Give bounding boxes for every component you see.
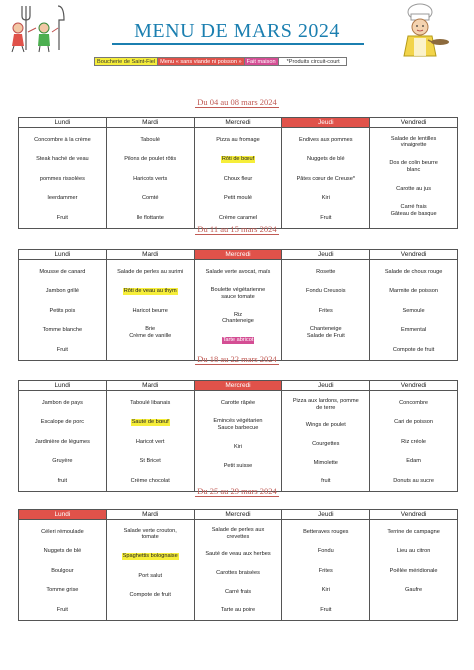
dish-label: Frites [318, 567, 333, 574]
dish-label: Rosette [316, 268, 336, 275]
dish-item [109, 586, 192, 606]
dish-item [197, 169, 280, 189]
table-header-row [19, 250, 458, 260]
dish-item [109, 169, 192, 189]
dish-label: fruit [57, 477, 68, 484]
dish-label: Jardinière de légumes [34, 438, 90, 445]
dish-item [284, 600, 367, 620]
week-title [0, 354, 474, 365]
day-cell-jeudi [282, 128, 370, 229]
dish-label: Taboulé [140, 136, 160, 143]
dish-label: Fruit [56, 346, 68, 353]
dish-label: Petit suisse [223, 463, 253, 470]
dish-item [372, 199, 455, 224]
dish-label: Dos de colin beurre blanc [389, 160, 438, 173]
dish-item [284, 321, 367, 346]
legend-local-products: *Produits circuit-court [279, 58, 346, 65]
dish-item [197, 262, 280, 282]
dish-label: St Bricet [139, 458, 161, 465]
dish-label: Tarte au poire [220, 607, 256, 614]
day-header-vendredi: Vendredi [370, 118, 458, 128]
day-header-jeudi: Jeudi [282, 510, 370, 520]
dish-label: Brie Crème de vanille [129, 326, 172, 340]
dish-label: Compote de fruit [392, 346, 435, 353]
dish-label: Comté [141, 195, 159, 202]
dish-item [197, 130, 280, 150]
dish-label: Nuggets de blé [43, 548, 82, 555]
dish-item [109, 282, 192, 302]
dish-item [109, 150, 192, 170]
dish-list [109, 393, 192, 491]
dish-label: Petits pois [49, 307, 76, 314]
dish-label: Courgettes [312, 441, 340, 448]
dish-label: Taboulé libanais [130, 399, 171, 406]
dish-item [197, 522, 280, 545]
dish-item [109, 432, 192, 452]
dish-item [284, 189, 367, 209]
week-title [0, 97, 474, 108]
day-header-mardi: Mardi [106, 381, 194, 391]
dish-item [109, 189, 192, 209]
legend-homemade: Fait maison [245, 58, 279, 65]
dish-item [197, 189, 280, 209]
dish-list [109, 130, 192, 228]
dish-label: Haricot vert [135, 438, 165, 445]
dish-list [372, 130, 455, 228]
page-title: MENU DE MARS 2024 [134, 20, 340, 42]
day-cell-mardi [106, 128, 194, 229]
table-row [19, 520, 458, 621]
dish-item [21, 301, 104, 321]
day-cell-lundi [19, 520, 107, 621]
dish-item [109, 547, 192, 567]
dish-label: fruit [321, 478, 331, 485]
dish-list [21, 393, 104, 491]
dish-label: Crème chocolat [130, 477, 170, 484]
dish-label: Ile flottante [136, 214, 164, 221]
dish-list [372, 393, 455, 491]
dish-label: Compote de fruit [129, 592, 171, 599]
dish-label: Jambon grillé [45, 288, 80, 295]
day-header-mercredi: Mercredi [194, 510, 282, 520]
dish-label: Frites [318, 307, 333, 314]
day-cell-mercredi [194, 260, 282, 361]
dish-label: Ieerdammer [47, 195, 78, 202]
dish-label: Emmental [401, 327, 427, 334]
dish-item [284, 262, 367, 282]
dish-item [372, 542, 455, 562]
dish-label: Salade de lentilles vinaigrette [390, 135, 437, 149]
dish-label: Carré frais [224, 588, 252, 595]
dish-item [197, 413, 280, 438]
dish-list [109, 522, 192, 620]
dish-label: Mousse de canard [39, 268, 86, 275]
dish-item [197, 545, 280, 564]
dish-item [21, 581, 104, 601]
dish-item [197, 457, 280, 477]
dish-item [197, 306, 280, 331]
week-menu-table [18, 380, 458, 492]
day-cell-vendredi [370, 520, 458, 621]
dish-item [197, 583, 280, 602]
table-row [19, 260, 458, 361]
dish-item [284, 282, 367, 302]
dish-list [197, 393, 280, 491]
dish-list [284, 522, 367, 620]
day-header-vendredi: Vendredi [370, 510, 458, 520]
dish-label: Terrine de campagne [387, 528, 440, 535]
dish-label: Carré frais Gâteau de basque [390, 204, 437, 217]
dish-item [21, 169, 104, 189]
dish-label: Cari de poisson [394, 419, 434, 426]
title-underline [112, 43, 364, 45]
dish-item [372, 155, 455, 180]
day-cell-mardi [106, 520, 194, 621]
dish-item [284, 454, 367, 473]
dish-item [372, 393, 455, 413]
dish-label: Concombre [399, 399, 429, 406]
day-header-lundi: Lundi [19, 510, 107, 520]
dish-label: Kiri [321, 195, 330, 202]
dish-item [372, 522, 455, 542]
dish-label: Carotte au jus [396, 185, 431, 192]
dish-list [21, 262, 104, 360]
dish-label: Jambon de pays [41, 399, 83, 406]
dish-label: Emincés végétarien Sauce barbecue [213, 418, 263, 431]
dish-label: Kiri [321, 587, 330, 594]
day-header-vendredi: Vendredi [370, 381, 458, 391]
week-title [0, 224, 474, 235]
dish-list [284, 262, 367, 360]
dish-label: Salade de perles aux crevettes [211, 527, 265, 540]
dish-list [21, 522, 104, 620]
day-cell-vendredi [370, 260, 458, 361]
dish-label: pommes rissolées [39, 175, 85, 182]
day-header-lundi: Lundi [19, 381, 107, 391]
dish-label: Salade verte avocat, maïs [205, 268, 271, 275]
dish-label: Pilons de poulet rôtis [124, 156, 177, 163]
day-cell-mardi [106, 391, 194, 492]
day-header-lundi: Lundi [19, 118, 107, 128]
dish-list [372, 522, 455, 620]
dish-item [21, 452, 104, 472]
dish-item [197, 601, 280, 620]
dish-item [197, 564, 280, 583]
dish-label: Salade verte crouton, tomate [123, 527, 177, 541]
dish-item [109, 262, 192, 282]
dish-label: Poêlée méridionale [389, 567, 438, 574]
dish-item [372, 179, 455, 199]
dish-list [197, 130, 280, 228]
dish-item [284, 130, 367, 150]
dish-label: Betteraves rouges [303, 528, 349, 535]
day-header-jeudi: Jeudi [282, 118, 370, 128]
day-header-mercredi: Mercredi [194, 250, 282, 260]
dish-item [21, 321, 104, 341]
dish-item [284, 301, 367, 321]
dish-item [21, 282, 104, 302]
dish-label: Tomme blanche [42, 327, 83, 334]
week-menu-table [18, 249, 458, 361]
dish-label: Pizza aux lardons, pomme de terre [292, 398, 359, 411]
week-title-text: Du 04 au 08 mars 2024 [197, 97, 277, 107]
day-cell-mercredi [194, 391, 282, 492]
dish-label: Boulgour [51, 567, 74, 574]
week-title-text: Du 18 au 22 mars 2024 [197, 354, 277, 364]
dish-item [284, 169, 367, 189]
dish-label: Endives aux pommes [299, 136, 353, 143]
day-header-vendredi: Vendredi [370, 250, 458, 260]
legend-boucherie: Boucherie de Saint-Fiel [95, 58, 158, 65]
dish-list [197, 262, 280, 360]
week-title-text: Du 11 au 15 mars 2024 [197, 224, 277, 234]
dish-label: Escalope de porc [40, 419, 85, 426]
dish-item [284, 393, 367, 416]
dish-item [372, 130, 455, 155]
dish-item [21, 150, 104, 170]
dish-item [197, 437, 280, 457]
dish-item [372, 432, 455, 452]
dish-item [21, 432, 104, 452]
table-header-row [19, 381, 458, 391]
day-header-mardi: Mardi [106, 250, 194, 260]
legend [94, 57, 347, 66]
dish-list [372, 262, 455, 360]
dish-item [372, 301, 455, 321]
dish-item [109, 452, 192, 472]
dish-label: Mimolette [313, 459, 338, 466]
day-cell-mercredi [194, 520, 282, 621]
dish-label: Carotte râpée [220, 399, 256, 406]
dish-label: Fruit [56, 606, 68, 613]
day-cell-mardi [106, 260, 194, 361]
day-header-mardi: Mardi [106, 118, 194, 128]
day-cell-vendredi [370, 391, 458, 492]
dish-label: Sauté de bœuf [131, 419, 169, 426]
dish-item [197, 282, 280, 307]
dish-item [109, 393, 192, 413]
dish-item [21, 600, 104, 620]
legend-vegetarian: Menu « sans viande ni poisson » [158, 58, 244, 65]
dish-label: Pâtes cœur de Creuse* [296, 175, 356, 182]
dish-label: Spaghettis bolognaise [122, 553, 178, 559]
dish-label: Sauté de veau aux herbes [205, 551, 271, 558]
dish-label: Rôti de bœuf [221, 156, 255, 163]
dish-label: Fondu Creusois [306, 288, 346, 295]
dish-item [284, 581, 367, 601]
day-cell-lundi [19, 391, 107, 492]
dish-item [197, 331, 280, 351]
dish-label: Wings de poulet [305, 422, 346, 429]
day-cell-lundi [19, 128, 107, 229]
dish-list [284, 393, 367, 491]
day-header-mercredi: Mercredi [194, 118, 282, 128]
dish-label: Port salut [138, 572, 163, 579]
day-cell-jeudi [282, 260, 370, 361]
dish-item [197, 393, 280, 413]
day-cell-jeudi [282, 391, 370, 492]
week-menu-table [18, 117, 458, 229]
dish-item [284, 435, 367, 454]
dish-item [109, 522, 192, 547]
dish-label: Fondu [317, 548, 334, 555]
day-header-mercredi: Mercredi [194, 381, 282, 391]
dish-item [21, 522, 104, 542]
dish-item [284, 542, 367, 562]
dish-label: Crème caramel [218, 214, 258, 221]
dish-item [21, 561, 104, 581]
day-cell-vendredi [370, 128, 458, 229]
dish-item [372, 282, 455, 302]
dish-label: Fruit [320, 606, 332, 613]
dish-label: Nuggets de blé [306, 156, 345, 163]
dish-label: Concombre à la crème [34, 136, 91, 143]
dish-item [372, 561, 455, 581]
dish-label: Steak haché de veau [36, 156, 89, 163]
table-row [19, 391, 458, 492]
dish-label: Tomme grise [46, 587, 79, 594]
dish-item [372, 581, 455, 601]
dish-label: Riz créole [401, 438, 427, 445]
dish-label: Tarte abricot [222, 337, 254, 344]
table-header-row [19, 510, 458, 520]
day-header-jeudi: Jeudi [282, 250, 370, 260]
dish-label: Rôti de veau au thym [123, 288, 177, 295]
dish-label: Riz Chanteneige [222, 311, 254, 325]
dish-item [372, 413, 455, 433]
day-header-mardi: Mardi [106, 510, 194, 520]
dish-label: Semoule [402, 307, 425, 314]
dish-item [284, 416, 367, 435]
dish-label: Haricot beurre [132, 307, 168, 314]
dish-item [109, 566, 192, 586]
dish-item [21, 393, 104, 413]
dish-label: Pizza au fromage [216, 136, 260, 143]
dish-label: Marmite de poisson [389, 288, 438, 295]
dish-item [284, 561, 367, 581]
dish-label: Petit moulé [224, 195, 252, 202]
dish-label: Edam [406, 458, 421, 465]
dish-label: Chanteneige Salade de Fruit [306, 326, 345, 340]
table-row [19, 128, 458, 229]
table-header-row [19, 118, 458, 128]
dish-item [109, 321, 192, 346]
dish-label: Gruyère [52, 458, 73, 465]
dish-label: Kiri [233, 443, 243, 450]
day-cell-lundi [19, 260, 107, 361]
week-title-text: Du 25 au 29 mars 2024 [197, 486, 277, 496]
dish-label: Gaufre [405, 587, 423, 594]
dish-item [284, 150, 367, 170]
dish-label: Carottes braisées [216, 570, 260, 577]
dish-item [372, 321, 455, 341]
dish-item [109, 413, 192, 433]
dish-label: Céleri rémoulade [41, 528, 84, 535]
dish-list [197, 522, 280, 620]
dish-label: Lieu au citron [396, 548, 431, 555]
dish-item [109, 130, 192, 150]
day-cell-jeudi [282, 520, 370, 621]
dish-item [197, 150, 280, 170]
dish-item [21, 413, 104, 433]
dish-label: Donuts au sucre [393, 477, 434, 484]
dish-label: Salade de choux rouge [384, 268, 443, 275]
dish-item [372, 262, 455, 282]
dish-label: Fruit [56, 214, 68, 221]
day-cell-mercredi [194, 128, 282, 229]
dish-label: Haricots verts [133, 175, 168, 182]
dish-item [21, 542, 104, 562]
dish-item [21, 189, 104, 209]
dish-label: Fruit [320, 214, 332, 221]
dish-label: Choux fleur [223, 175, 253, 182]
dish-item [372, 452, 455, 472]
week-title [0, 486, 474, 497]
dish-item [284, 522, 367, 542]
day-header-lundi: Lundi [19, 250, 107, 260]
dish-item [21, 262, 104, 282]
dish-item [21, 130, 104, 150]
dish-list [21, 130, 104, 228]
week-menu-table [18, 509, 458, 621]
dish-list [109, 262, 192, 360]
dish-list [284, 130, 367, 228]
dish-label: Boulette végétarienne sauce tomate [210, 287, 266, 300]
dish-label: Salade de perles au surimi [117, 268, 184, 275]
dish-item [109, 301, 192, 321]
day-header-jeudi: Jeudi [282, 381, 370, 391]
